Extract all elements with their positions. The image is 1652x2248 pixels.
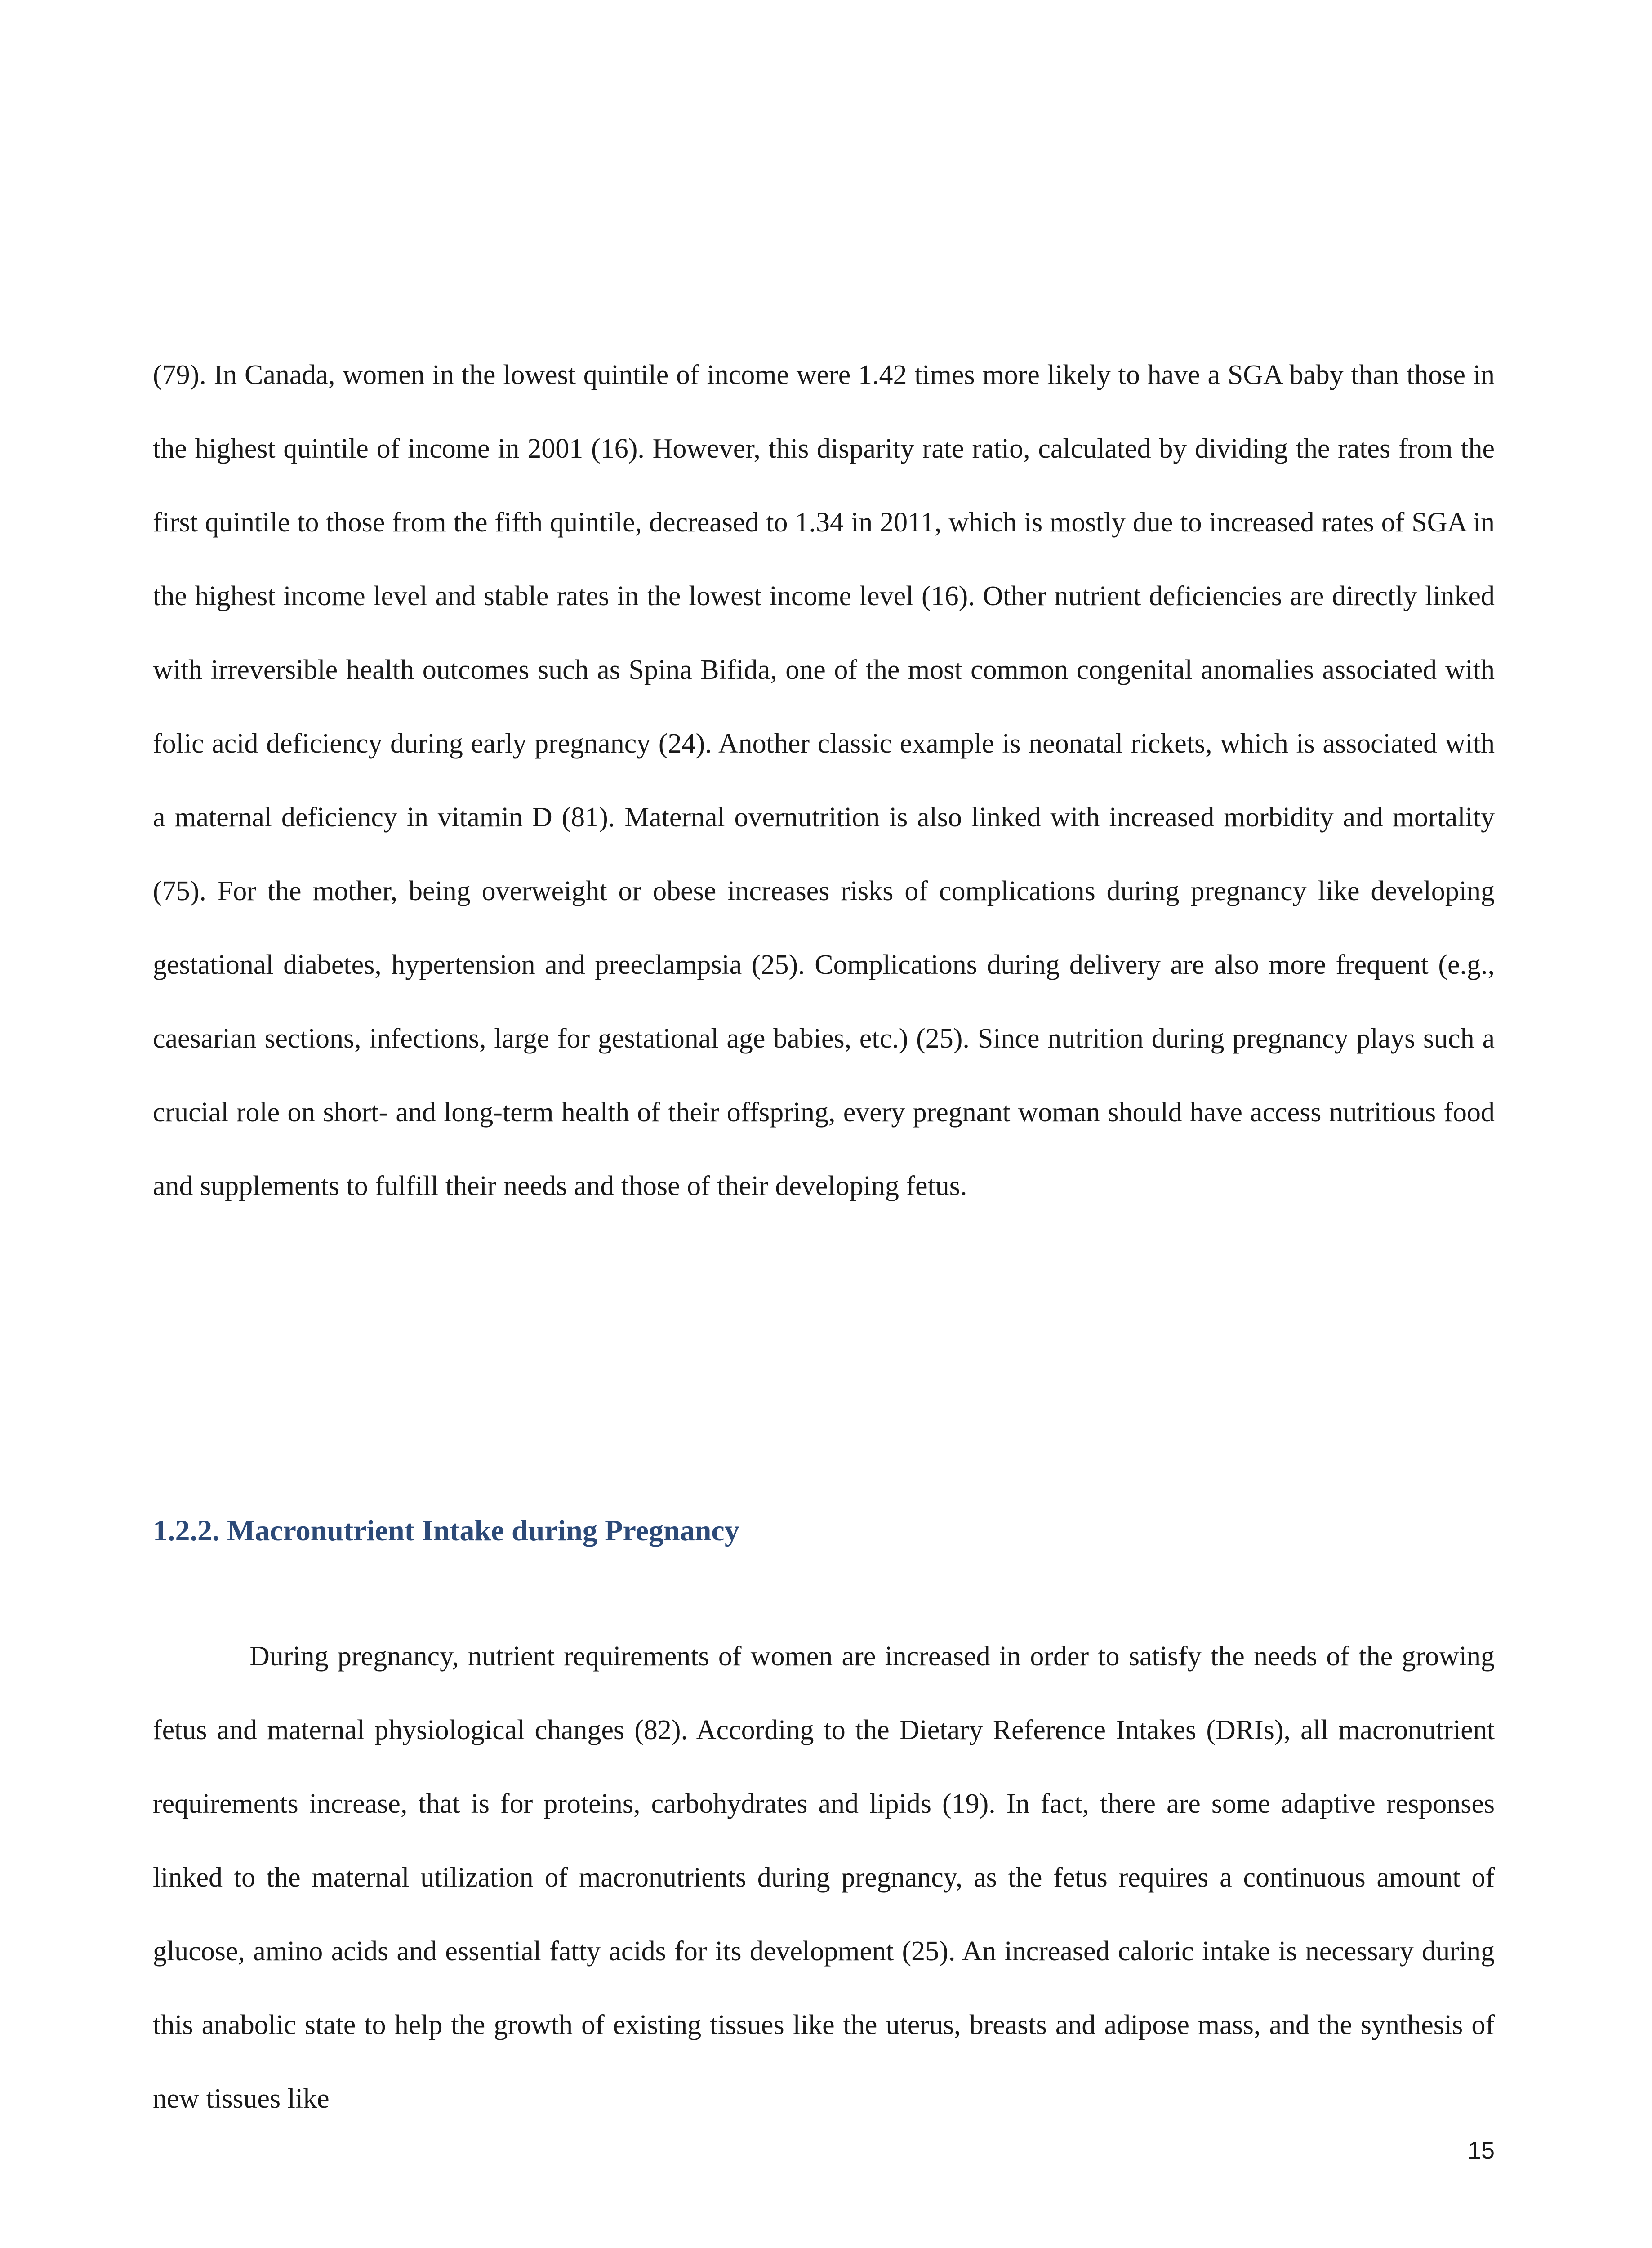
page-number: 15: [1467, 2137, 1495, 2164]
body-paragraph-2: During pregnancy, nutrient requirements of women are increased in order to satisfy the needs of the growing fetus and maternal physiological changes (82). According to the Dietary Reference Intakes (DRIs), all macronutrient requirements increase, that is for proteins, carbohydrates and lipids (19). In fact, there are some adaptive responses linked to the maternal utilization of macronutrients during pregnancy, as the fetus requires a continuous amount of glucose, amino acids and essential fatty acids for its development (25). An increased caloric intake is necessary during this anabolic state to help the growth of existing tissues like the uterus, breasts and adipose mass, and the synthesis of new tissues like: [153, 1641, 1495, 2114]
body-paragraph-1: (79). In Canada, women in the lowest quintile of income were 1.42 times more likely to have a SGA baby than those in the highest quintile of income in 2001 (16). However, this disparity rate ratio, calculated by dividing the rates from the first quintile to those from the fifth quintile, decreased to 1.34 in 2011, which is mostly due to increased rates of SGA in the highest income level and stable rates in the lowest income level (16). Other nutrient deficiencies are directly linked with irreversible health outcomes such as Spina Bifida, one of the most common congenital anomalies associated with folic acid deficiency during early pregnancy (24). Another classic example is neonatal rickets, which is associated with a maternal deficiency in vitamin D (81). Maternal overnutrition is also linked with increased morbidity and mortality (75). For the mother, being overweight or obese increases risks of complications during pregnancy like developing gestational diabetes, hypertension and preeclampsia (25). Complications during delivery are also more frequent (e.g., caesarian sections, infections, large for gestational age babies, etc.) (25). Since nutrition during pregnancy plays such a crucial role on short- and long-term health of their offspring, every pregnant woman should have access nutritious food and supplements to fulfill their needs and those of their developing fetus.: [153, 360, 1495, 1201]
section-heading: 1.2.2. Macronutrient Intake during Pregnancy: [153, 1514, 739, 1547]
